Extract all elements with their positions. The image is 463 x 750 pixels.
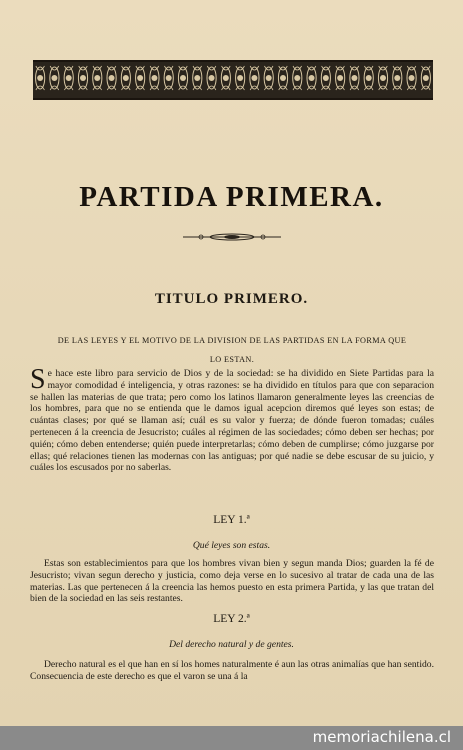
ley-1-title: LEY 1.ª bbox=[213, 514, 250, 526]
decorative-rule-icon bbox=[181, 232, 283, 242]
ley-1-text: Estas son establecimientos para que los hombres vivan bien y segun manda Dios; guarden la fé de Jesucristo; vivan segun derecho y justicia, como deja verse en lo sucesivo al tratar de cada una de las materias. Las que pertenecen á la creencia las hemos puesto en esta primera Partida, y las que tratan del bien de la sociedad en las seis restantes. bbox=[30, 558, 434, 605]
section-heading bbox=[30, 331, 434, 369]
ley-1-subtitle: Qué leyes son estas. bbox=[192, 540, 271, 551]
ley-2-title: LEY 2.ª bbox=[213, 613, 250, 625]
page-title: PARTIDA PRIMERA. bbox=[79, 181, 384, 213]
ley-2-subtitle: Del derecho natural y de gentes. bbox=[169, 639, 294, 650]
watermark: memoriachilena.cl bbox=[312, 728, 451, 746]
ornamental-border bbox=[33, 60, 433, 100]
drop-cap: S bbox=[30, 364, 46, 395]
heading-line-2: LO ESTAN. bbox=[209, 355, 255, 364]
intro-text: e hace este libro para servicio de Dios y de la sociedad: se ha dividido en Siete Partidas para la mayor comodidad é inteligencia, y otras razones: se ha dividido en títulos para que con separacion se hallen las materias de que trata; pero como los latinos llamaron generalmente leyes las creencias de los hombres, para que no se entienda que le damos igual acepcion diremos qué leyes son estas; de cuántas clases; por qué se llaman así; cuál es su valor y fuerza; de dónde fueron tomadas; cuáles pertenecen á la creencia de Jesucristo; cuáles al régimen de las sociedades; cómo deben ser hechas; por quién; cómo deben entenderse; quién puede interpretarlas; cómo deben de cumplirse; cómo juzgarse por ellas; qué relaciones tienen las modernas con las antiguas; por qué nadie se debe escusar de su juicio, y cuáles los escusados por no saberlas. bbox=[30, 368, 434, 474]
heading-line-1: DE LAS LEYES Y EL MOTIVO DE LA DIVISION DE LAS PARTIDAS EN LA FORMA QUE bbox=[57, 336, 407, 345]
section-title: TITULO PRIMERO. bbox=[154, 291, 309, 307]
intro-paragraph bbox=[30, 364, 434, 474]
ornament-pattern-icon bbox=[33, 62, 433, 94]
ley-2-text: Derecho natural es el que han en sí los homes naturalmente é aun las otras animalías que han sentido. Consecuencia de este derecho es que el varon se una á la bbox=[30, 659, 434, 682]
